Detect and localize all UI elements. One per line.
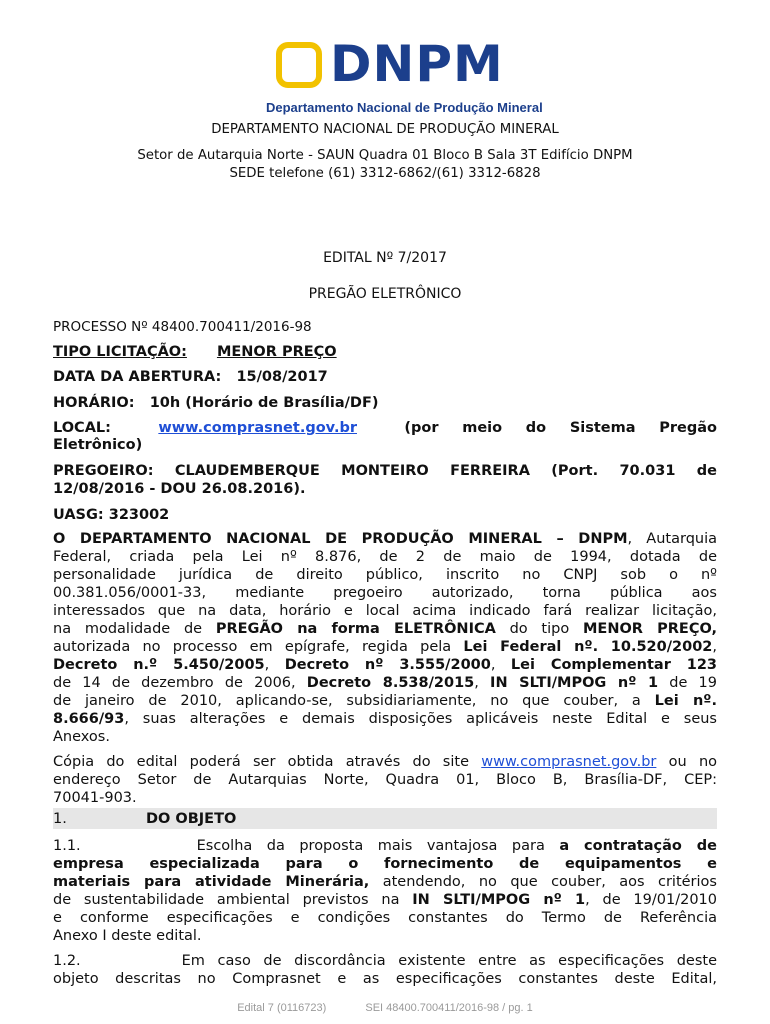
preamble-l9-c: , [474, 675, 491, 691]
preamble-line-10 [53, 692, 717, 710]
preamble-l8-e: Lei Complementar 123 [510, 657, 718, 673]
section-1-number: 1. [53, 811, 67, 827]
tipo-licitacao [53, 343, 717, 361]
preamble-line-6 [53, 620, 717, 638]
preamble-l11-b: , suas alterações e demais disposições aplicáveis neste Edital e seus [124, 711, 717, 727]
copia-l1-b: ou no [656, 754, 718, 770]
preamble-line-8 [53, 656, 717, 674]
preamble-l9-a: de 14 de dezembro de 2006, [53, 675, 307, 691]
preamble-l9-e: de 19 [658, 675, 718, 691]
preamble-line-2: Federal, criada pela Lei nº 8.876, de 2 de maio de 1994, dotada de [53, 549, 717, 565]
preamble-l9-d: IN SLTI/MPOG nº 1 [490, 675, 659, 691]
comprasnet-link[interactable]: www.comprasnet.gov.br [158, 420, 357, 436]
item-1-1-l1-b: a contratação de [559, 838, 717, 854]
preamble-line-4: 00.381.056/0001-33, mediante pregoeiro autorizado, torna pública aos [53, 585, 717, 601]
org-name: DEPARTAMENTO NACIONAL DE PRODUÇÃO MINERAL [211, 122, 559, 137]
tipo-value: MENOR PREÇO [216, 344, 337, 360]
horario-value: 10h (Horário de Brasília/DF) [149, 395, 379, 411]
edital-subtitle: PREGÃO ELETRÔNICO [308, 286, 462, 302]
preamble-line-1 [53, 530, 717, 548]
section-1-title: DO OBJETO [146, 811, 237, 827]
dnpm-emblem-icon [276, 42, 322, 88]
preamble-l7-a: autorizada no processo em epígrafe, regida pela [53, 639, 464, 655]
org-address-line-1: Setor de Autarquia Norte - SAUN Quadra 01 Bloco B Sala 3T Edifício DNPM [137, 148, 633, 163]
data-label: DATA DA ABERTURA: [53, 369, 222, 385]
preamble-l8-c: Decreto nº 3.555/2000 [284, 657, 491, 673]
edital-title: EDITAL Nº 7/2017 [323, 250, 447, 266]
local-label: LOCAL: [53, 420, 111, 436]
comprasnet-link-2[interactable]: www.comprasnet.gov.br [481, 754, 657, 770]
item-1-1-line-3 [53, 873, 717, 891]
logo-brand-text: DNPM [330, 35, 504, 93]
uasg: UASG: 323002 [53, 507, 170, 523]
item-1-1-l4-b: IN SLTI/MPOG nº 1 [412, 892, 586, 908]
preamble-line-5: interessados que na data, horário e local acima indicado fará realizar licitação, [53, 603, 717, 619]
preamble-l7-c: , [712, 639, 718, 655]
copia-line-1 [53, 753, 717, 771]
preamble-l6-d: MENOR PREÇO, [582, 621, 717, 637]
preamble-l6-a: na modalidade de [53, 621, 216, 637]
preamble-l8-a: Decreto n.º 5.450/2005 [53, 657, 265, 673]
preamble-l10-a: de janeiro de 2010, aplicando-se, subsidiariamente, no que couber, a [53, 693, 655, 709]
page-footer [0, 1002, 770, 1014]
tipo-label: TIPO LICITAÇÃO: [53, 344, 187, 360]
local-line-2: Eletrônico) [53, 437, 143, 453]
horario [53, 394, 717, 412]
horario-label: HORÁRIO: [53, 395, 135, 411]
local-line-1 [53, 419, 717, 437]
org-address-line-2: SEDE telefone (61) 3312-6862/(61) 3312-6828 [229, 166, 541, 181]
preamble-l8-b: , [264, 657, 285, 673]
data-abertura [53, 368, 717, 386]
copia-l1-a: Cópia do edital poderá ser obtida através do site [53, 754, 482, 770]
data-value: 15/08/2017 [236, 369, 328, 385]
preamble-l8-d: , [490, 657, 511, 673]
item-1-2-line-2: objeto descritas no Comprasnet e as especificações constantes deste Edital, [53, 971, 717, 987]
footer-sei-page: SEI 48400.700411/2016-98 / pg. 1 [365, 1002, 533, 1014]
preamble-l7-b: Lei Federal nº. 10.520/2002 [463, 639, 713, 655]
item-1-2-line-1: 1.2. Em caso de discordância existente entre as especificações deste [53, 953, 717, 969]
local-rest: (por meio do Sistema Pregão [404, 420, 717, 436]
dnpm-logo [266, 35, 543, 118]
preamble-l1-rest: , Autarquia [627, 531, 717, 547]
pregoeiro-line-1: PREGOEIRO: CLAUDEMBERQUE MONTEIRO FERREIRA (Port. 70.031 de [53, 463, 717, 479]
preamble-line-7 [53, 638, 717, 656]
preamble-line-12: Anexos. [53, 729, 110, 745]
preamble-l11-a: 8.666/93 [53, 711, 125, 727]
preamble-l10-b: Lei nº. [654, 693, 717, 709]
processo-number: PROCESSO Nº 48400.700411/2016-98 [53, 319, 312, 335]
preamble-l9-b: Decreto 8.538/2015 [306, 675, 475, 691]
preamble-l6-b: PREGÃO na forma ELETRÔNICA [215, 621, 496, 637]
logo-subtitle: Departamento Nacional de Produção Mineral [266, 100, 543, 115]
item-1-1-line-2: empresa especializada para o fornecimento de equipamentos e [53, 856, 717, 872]
item-1-1-l3-a: materiais para atividade Minerária, [53, 874, 370, 890]
item-1-1-l4-a: de sustentabilidade ambiental previstos na [53, 892, 413, 908]
preamble-line-3: personalidade jurídica de direito público, inscrito no CNPJ sob o nº [53, 567, 717, 583]
item-1-1-l4-c: , de 19/01/2010 [585, 892, 717, 908]
copia-line-2: endereço Setor de Autarquias Norte, Quadra 01, Bloco B, Brasília-DF, CEP: [53, 772, 717, 788]
preamble-line-9 [53, 674, 717, 692]
copia-line-3: 70041-903. [53, 790, 137, 806]
item-1-1-line-4 [53, 891, 717, 909]
item-1-1-l1-a: 1.1. Escolha da proposta mais vantajosa para [53, 838, 560, 854]
item-1-1-line-6: Anexo I deste edital. [53, 928, 202, 944]
item-1-1-l3-b: atendendo, no que couber, aos critérios [369, 874, 717, 890]
item-1-1-line-1 [53, 837, 717, 855]
preamble-org-bold: O DEPARTAMENTO NACIONAL DE PRODUÇÃO MINERAL – DNPM [53, 531, 628, 547]
preamble-l6-c: do tipo [495, 621, 583, 637]
footer-doc-id: Edital 7 (0116723) [237, 1002, 327, 1014]
pregoeiro-line-2: 12/08/2016 - DOU 26.08.2016). [53, 481, 306, 497]
preamble-line-11 [53, 710, 717, 728]
item-1-1-line-5: e conforme especificações e condições constantes do Termo de Referência [53, 910, 717, 926]
